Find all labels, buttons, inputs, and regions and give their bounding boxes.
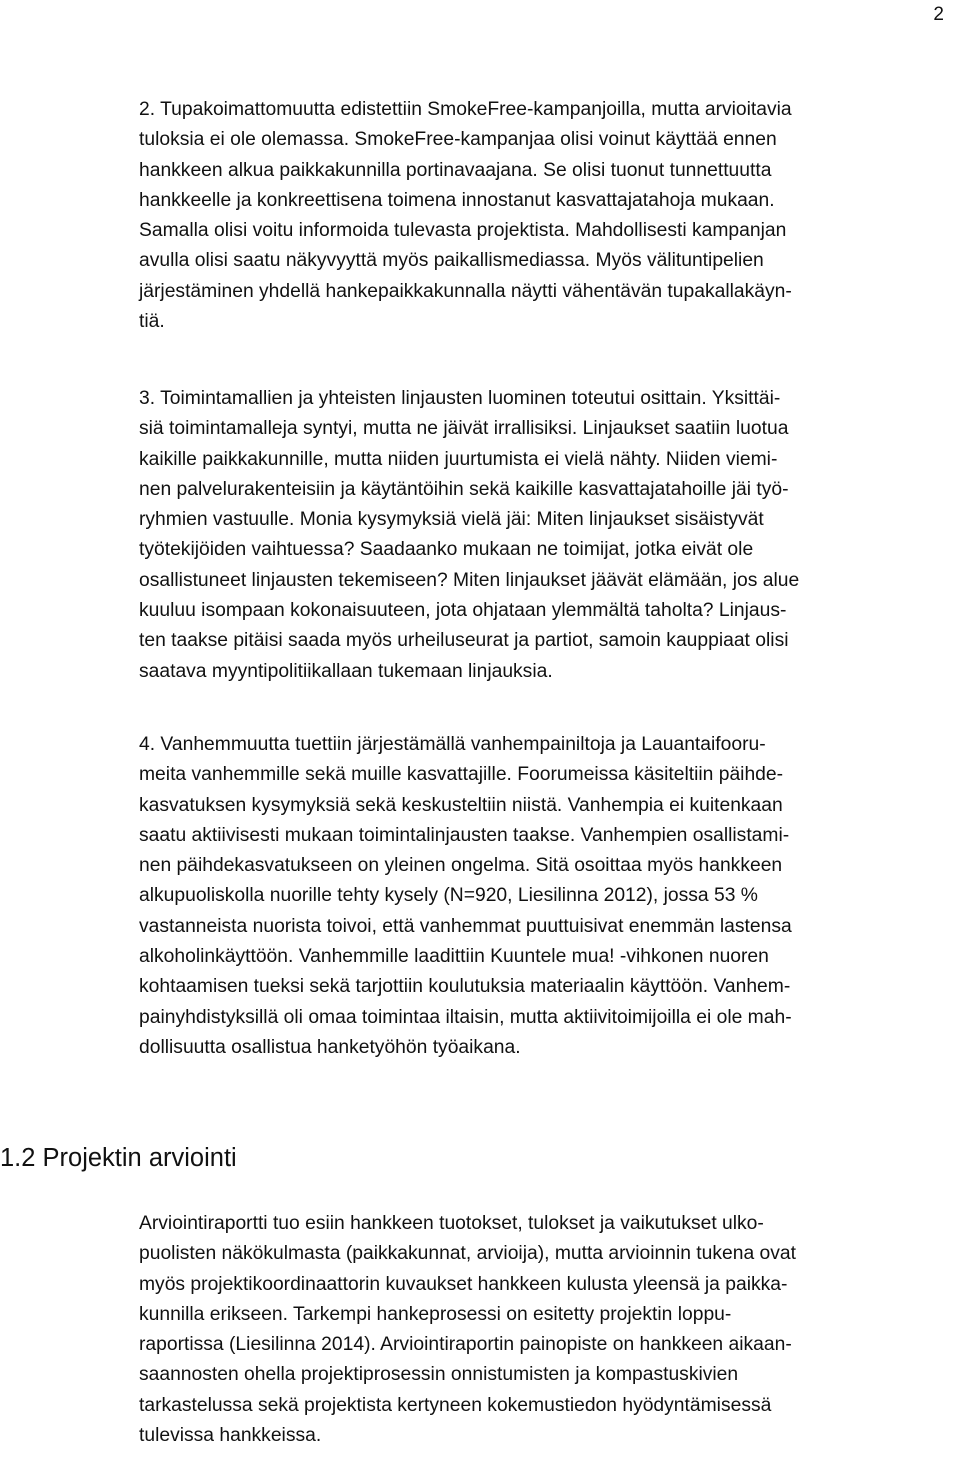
section-body-paragraph: Arviointiraportti tuo esiin hankkeen tuotokset, tulokset ja vaikutukset ulko- puolisten näkökulmasta (paikkakunnat, arvioija), mutta arvioinnin tukena ovat myös projektikoordinaattorin kuvaukset hankkeen kulusta yleensä ja paikka- kunnilla erikseen. Tarkempi hankeprosessi on esitetty projektin loppu- raportissa (Liesilinna 2014). Arviointiraportin painopiste on hankkeen aikaan- saannosten ohella projektiprosessin onnistumisten ja kompastuskivien tarkastelussa sekä projektista kertyneen kokemustiedon hyödyntämisessä tulevissa hankkeissa. bbox=[139, 1213, 796, 1447]
section-heading: 1.2 Projektin arviointi bbox=[0, 1144, 237, 1172]
paragraph-item-2: 2. Tupakoimattomuutta edistettiin SmokeFree-kampanjoilla, mutta arvioitavia tuloksia ei ole olemassa. SmokeFree-kampanjaa olisi voinut käyttää ennen hankkeen alkua paikkakunnilla portinavaajana. Se olisi tuonut tunnettuutta hankkeelle ja konkreettisena toimena innostanut kasvattajatahoja mukaan. Samalla olisi voitu informoida tulevasta projektista. Mahdollisesti kampanjan avulla olisi saatu näkyvyyttä myös paikallismediassa. Myös välituntipelien järjestäminen yhdellä hankepaikkakunnalla näytti vähentävän tupakallakäyn- tiä. bbox=[139, 99, 792, 333]
page-number: 2 bbox=[933, 4, 944, 25]
paragraph-item-3: 3. Toimintamallien ja yhteisten linjausten luominen toteutui osittain. Yksittäi- siä toimintamalleja syntyi, mutta ne jäivät irrallisiksi. Linjaukset saatiin luotua kaikille paikkakunnille, mutta niiden juurtumista ei vielä nähty. Niiden viemi- nen palvelurakenteisiin ja käytäntöihin sekä kaikille kasvattajatahoille jäi työ- ryhmien vastuulle. Monia kysymyksiä vielä jäi: Miten linjaukset sisäistyvät työtekijöiden vaihtuessa? Saadaanko mukaan ne toimijat, jotka eivät ole osallistuneet linjausten tekemiseen? Miten linjaukset jäävät elämään, jos alue kuuluu isompaan kokonaisuuteen, jota ohjataan ylemmältä taholta? Linjaus- ten taakse pitäisi saada myös urheiluseurat ja partiot, samoin kauppiaat olisi saatava myyntipolitiikallaan tukemaan linjauksia. bbox=[139, 388, 800, 682]
paragraph-item-4: 4. Vanhemmuutta tuettiin järjestämällä vanhempainiltoja ja Lauantaifooru- meita vanhemmille sekä muille kasvattajille. Foorumeissa käsiteltiin päihde- kasvatuksen kysymyksiä sekä keskusteltiin niistä. Vanhempia ei kuitenkaan saatu aktiivisesti mukaan toimintalinjausten taakse. Vanhempien osallistami- nen päihdekasvatukseen on yleinen ongelma. Sitä osoittaa myös hankkeen alkupuoliskolla nuorille tehty kysely (N=920, Liesilinna 2012), jossa 53 % vastanneista nuorista toivoi, että vanhemmat puuttuisivat enemmän lastensa alkoholinkäyttöön. Vanhemmille laadittiin Kuuntele mua! -vihkonen nuoren kohtaamisen tueksi sekä tarjottiin koulutuksia materiaalin käyttöön. Vanhem- painyhdistyksillä oli omaa toimintaa iltaisin, mutta aktiivitoimijoilla ei ole mah- dollisuutta osallistua hanketyöhön työaikana. bbox=[139, 734, 792, 1058]
